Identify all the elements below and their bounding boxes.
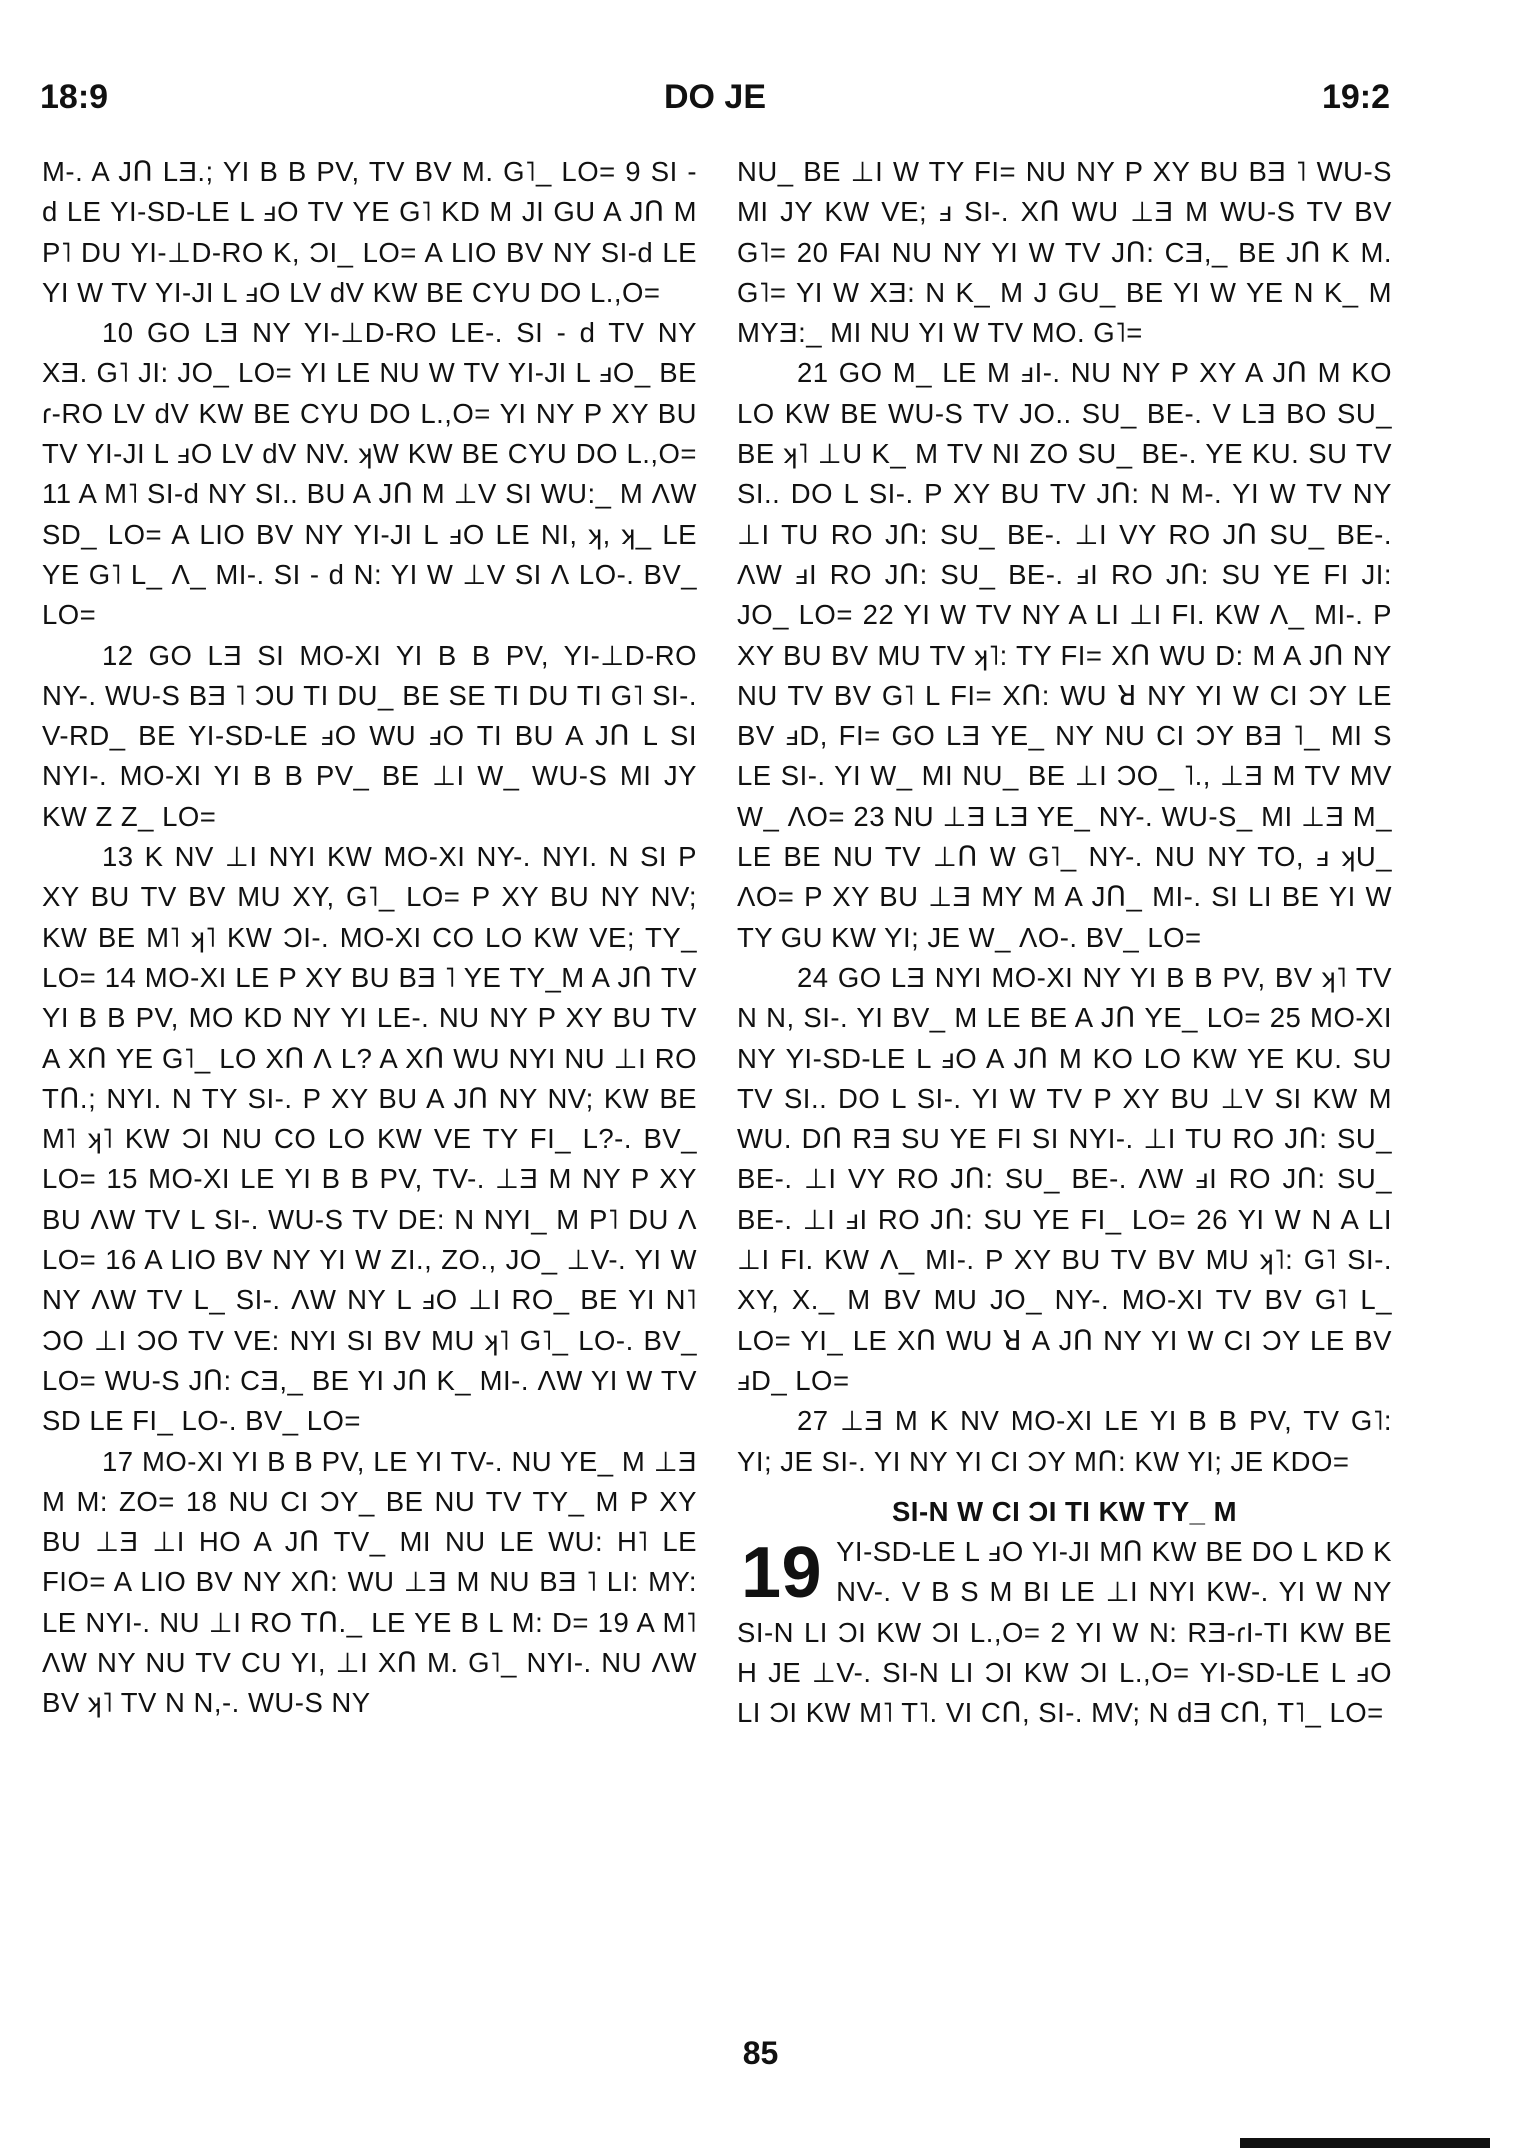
header-left-reference: 18:9 (40, 78, 109, 116)
header-book-title: DO JE (663, 78, 767, 116)
paragraph: 27 ⊥Ǝ M K NV MO-XI LE YI B B PV, TV G˥: YI; JE SI-. YI NY YI CI ƆY MՈ: KW YI; JE KDO= (737, 1405, 1392, 1477)
paragraph: 13 K NV ⊥I NYI KW MO-XI NY-. NYI. N SI P XY BU TV BV MU XY, G˥_ LO= P XY BU NY NV; KW BE M˥ ʞ˥ KW ƆI-. MO-XI CO LO KW VE; TY_ LO= 14 MO-XI LE P XY BU BƎ ˥ YE TY_M A JՈ TV YI B B PV, MO KD NY YI LE-. NU NY P XY BU TV A XՈ YE G˥_ LO XՈ Ʌ L? A XՈ WU NYI NU ⊥I RO TՈ.; NYI. N TY SI-. P XY BU A JՈ NY NV; KW BE M˥ ʞ˥ KW ƆI NU CO LO KW VE TY FI_ L?-. BV_ LO= 15 MO-XI LE YI B B PV, TV-. ⊥Ǝ M NY P XY BU ɅW TV L SI-. WU-S TV DE: N NYI_ M P˥ DU Ʌ LO= 16 A LIO BV NY YI W ZI., ZO., JO_ ⊥V-. YI W NY ɅW TV L_ SI-. ɅW NY L ⅎO ⊥I RO_ BE YI N˥ ƆO ⊥I ƆO TV VE: NYI SI BV MU ʞ˥ G˥_ LO-. BV_ LO= WU-S JՈ: CƎ,_ BE YI JՈ K_ MI-. ɅW YI W TV SD LE FI_ LO-. BV_ LO= (42, 841, 697, 1437)
page-header (40, 78, 1390, 128)
page-number: 85 (742, 2035, 779, 2071)
paragraph: NU_ BE ⊥I W TY FI= NU NY P XY BU BƎ ˥ WU-S MI JY KW VE; ⅎ SI-. XՈ WU ⊥Ǝ M WU-S TV BV G˥= 20 FAI NU NY YI W TV JՈ: CƎ,_ BE JՈ K M. G˥= YI W XƎ: N K_ M J GU_ BE YI W YE N K_ M MYƎ:_ MI NU YI W TV MO. G˥= (737, 156, 1392, 349)
chapter-number: 19 (741, 1533, 823, 1614)
left-column (42, 152, 697, 2022)
paragraph: 21 GO M_ LE M ⅎI-. NU NY P XY A JՈ M KO LO KW BE WU-S TV JO.. SU_ BE-. V LƎ BO SU_ BE ʞ˥ ⊥U K_ M TV NI ZO SU_ BE-. YE KU. SU TV SI.. DO L SI-. P XY BU TV JՈ: N M-. YI W TV NY ⊥I TU RO JՈ: SU_ BE-. ⊥I VY RO JՈ SU_ BE-. ɅW ⅎI RO JՈ: SU_ BE-. ⅎI RO JՈ: SU YE FI JI: JO_ LO= 22 YI W TV NY A LI ⊥I FI. KW Ʌ_ MI-. P XY BU BV MU TV ʞ˥: TY FI= XՈ WU D: M A JՈ NY NU TV BV G˥ L FI= XՈ: WU ꓤ NY YI W CI ƆY LE BV ⅎD, FI= GO LƎ YE_ NY NU CI ƆY BƎ ˥_ MI S LE SI-. YI W_ MI NU_ BE ⊥I ƆO_ ˥., ⊥Ǝ M TV MV W_ ɅO= 23 NU ⊥Ǝ LƎ YE_ NY-. WU-S_ MI ⊥Ǝ M_ LE BE NU TV ⊥Ո W G˥_ NY-. NU NY TO, ⅎ ʞU_ ɅO= P XY BU ⊥Ǝ MY M A JՈ_ MI-. SI LI BE YI W TY GU KW YI; JE W_ ɅO-. BV_ LO= (737, 357, 1392, 953)
chapter-start (737, 1532, 1392, 1733)
chapter-opening-text: YI-SD-LE L ⅎO YI-JI MՈ KW BE DO L KD K NV-. V B S M BI LE ⊥I NYI KW-. YI W NY SI-N LI ƆI KW ƆI L.,O= 2 YI W N: RƎ-ɾI-TI KW BE H JE ⊥V-. SI-N LI ƆI KW ƆI L.,O= YI-SD-LE L ⅎO LI ƆI KW M˥ T˥. VI CՈ, SI-. MV; N dƎ CՈ, T˥_ LO= (737, 1536, 1392, 1729)
text-columns (42, 152, 1392, 2022)
paragraph: 17 MO-XI YI B B PV, LE YI TV-. NU YE_ M ⊥Ǝ M M: ZO= 18 NU CI ƆY_ BE NU TV TY_ M P XY BU ⊥Ǝ ⊥I HO A JՈ TV_ MI NU LE WU: H˥ LE FIO= A LIO BV NY XՈ: WU ⊥Ǝ M NU BƎ ˥ LI: MY: LE NYI-. NU ⊥I RO TՈ._ LE YE B L M: D= 19 A M˥ ɅW NY NU TV CU YI, ⊥I XՈ M. G˥_ NYI-. NU ɅW BV ʞ˥ TV N N,-. WU-S NY (42, 1445, 697, 1719)
paragraph: 12 GO LƎ SI MO-XI YI B B PV, YI-⊥D-RO NY-. WU-S BƎ ˥ ƆU TI DU_ BE SE TI DU TI G˥ SI-. V-RD_ BE YI-SD-LE ⅎO WU ⅎO TI BU A JՈ L SI NYI-. MO-XI YI B B PV_ BE ⊥I W_ WU-S MI JY KW Z Z_ LO= (42, 639, 697, 832)
header-right-reference: 19:2 (1321, 78, 1390, 116)
paragraph: 24 GO LƎ NYI MO-XI NY YI B B PV, BV ʞ˥ TV N N, SI-. YI BV_ M LE BE A JՈ YE_ LO= 25 MO-XI NY YI-SD-LE L ⅎO A JՈ M KO LO KW YE KU. SU TV SI.. DO L SI-. YI W TV P XY BU ⊥V SI KW M WU. DՈ RƎ SU YE FI SI NYI-. ⊥I TU RO JՈ: SU_ BE-. ⊥I VY RO JՈ: SU_ BE-. ɅW ⅎI RO JՈ: SU_ BE-. ⊥I ⅎI RO JՈ: SU YE FI_ LO= 26 YI W N A LI ⊥I FI. KW Ʌ_ MI-. P XY BU TV BV MU ʞ˥: G˥ SI-. XY, X._ M BV MU JO_ NY-. MO-XI TV BV G˥ L_ LO= YI_ LE XՈ WU ꓤ A JՈ NY YI W CI ƆY LE BV ⅎD_ LO= (737, 961, 1392, 1396)
scan-edge-mark (1240, 2138, 1490, 2148)
section-heading: SI-N W CI ƆI TI KW TY_ M (891, 1495, 1238, 1527)
paragraph: M-. A JՈ LƎ.; YI B B PV, TV BV M. G˥_ LO= 9 SI - d LE YI-SD-LE L ⅎO TV YE G˥ KD M JI GU A JՈ M P˥ DU YI-⊥D-RO K, ƆI_ LO= A LIO BV NY SI-d LE YI W TV YI-JI L ⅎO LV dV KW BE CYU DO L.,O= (42, 156, 697, 308)
paragraph: 10 GO LƎ NY YI-⊥D-RO LE-. SI - d TV NY XƎ. G˥ JI: JO_ LO= YI LE NU W TV YI-JI L ⅎO_ BE ɾ-RO LV dV KW BE CYU DO L.,O= YI NY P XY BU TV YI-JI L ⅎO LV dV NV. ʞW KW BE CYU DO L.,O= 11 A M˥ SI-d NY SI.. BU A JՈ M ⊥V SI WU:_ M ɅW SD_ LO= A LIO BV NY YI-JI L ⅎO LE NI, ʞ, ʞ_ LE YE G˥ L_ Ʌ_ MI-. SI - d N: YI W ⊥V SI Ʌ LO-. BV_ LO= (42, 317, 697, 631)
right-column (737, 152, 1392, 2022)
